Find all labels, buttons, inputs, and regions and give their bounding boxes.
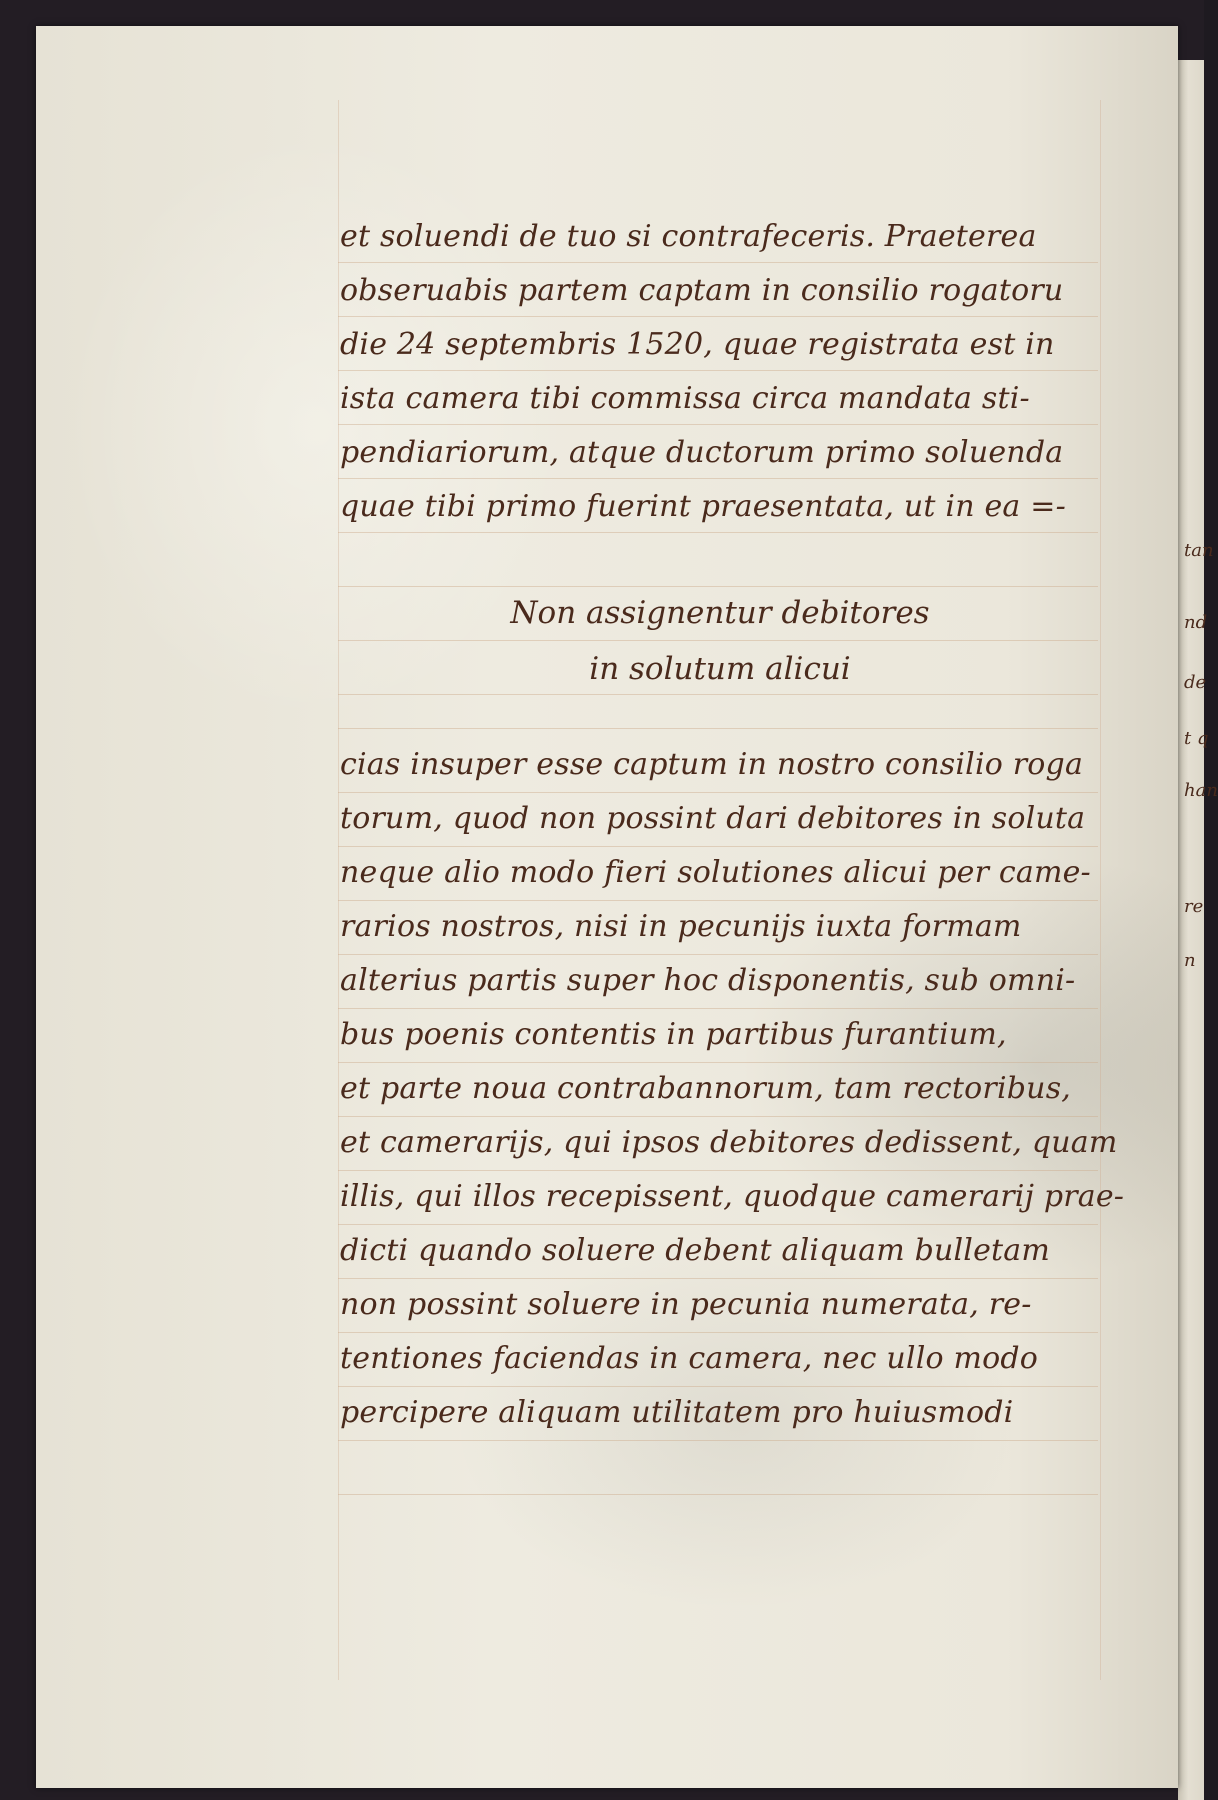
ruling-line [338, 1440, 1098, 1441]
text-line: dicti quando soluere debent aliquam bulletam [340, 1233, 1051, 1268]
text-line: torum, quod non possint dari debitores in soluta [340, 801, 1086, 836]
text-line: rarios nostros, nisi in pecunijs iuxta formam [340, 909, 1022, 944]
paragraph-2 [340, 738, 1125, 1440]
text-line: quae tibi primo fuerint praesentata, ut in ea =- [340, 489, 1066, 524]
heading-line: Non assignentur debitores [510, 595, 930, 631]
text-line: obseruabis partem captam in consilio rogatoru [340, 273, 1064, 308]
margin-rule-right [1100, 100, 1101, 1680]
facing-page-edge [1178, 60, 1207, 1800]
ruling-line [338, 1494, 1098, 1495]
fragment-text: t q [1184, 728, 1209, 749]
fragment-text: n [1184, 950, 1196, 971]
fragment-text: tan [1184, 540, 1214, 561]
ruling-line [338, 728, 1098, 729]
section-heading [340, 585, 1100, 697]
text-line: alterius partis super hoc disponentis, sub omni- [340, 963, 1076, 998]
text-line: non possint soluere in pecunia numerata, re- [340, 1287, 1032, 1322]
paragraph-1 [340, 210, 1100, 534]
text-line: cias insuper esse captum in nostro consilio roga [340, 747, 1084, 782]
text-line: et soluendi de tuo si contrafeceris. Praeterea [340, 219, 1037, 254]
fragment-text: han [1184, 780, 1218, 801]
text-line: die 24 septembris 1520, quae registrata est in [340, 327, 1055, 362]
text-line: percipere aliquam utilitatem pro huiusmodi [340, 1395, 1014, 1430]
text-line: ista camera tibi commissa circa mandata sti- [340, 381, 1030, 416]
text-line: et camerarijs, qui ipsos debitores dedissent, quam [340, 1125, 1118, 1160]
fragment-text: de [1184, 672, 1207, 693]
text-line: illis, qui illos recepissent, quodque camerarij prae- [340, 1179, 1125, 1214]
fragment-text: nd [1184, 612, 1208, 633]
text-line: bus poenis contentis in partibus furantium, [340, 1017, 1007, 1052]
text-line: et parte noua contrabannorum, tam rectoribus, [340, 1071, 1072, 1106]
text-line: neque alio modo fieri solutiones alicui per came- [340, 855, 1091, 890]
text-line: tentiones faciendas in camera, nec ullo modo [340, 1341, 1039, 1376]
fragment-text: re [1184, 896, 1204, 917]
text-line: pendiariorum, atque ductorum primo soluenda [340, 435, 1064, 470]
heading-line: in solutum alicui [589, 651, 851, 687]
margin-rule-left [338, 100, 339, 1680]
